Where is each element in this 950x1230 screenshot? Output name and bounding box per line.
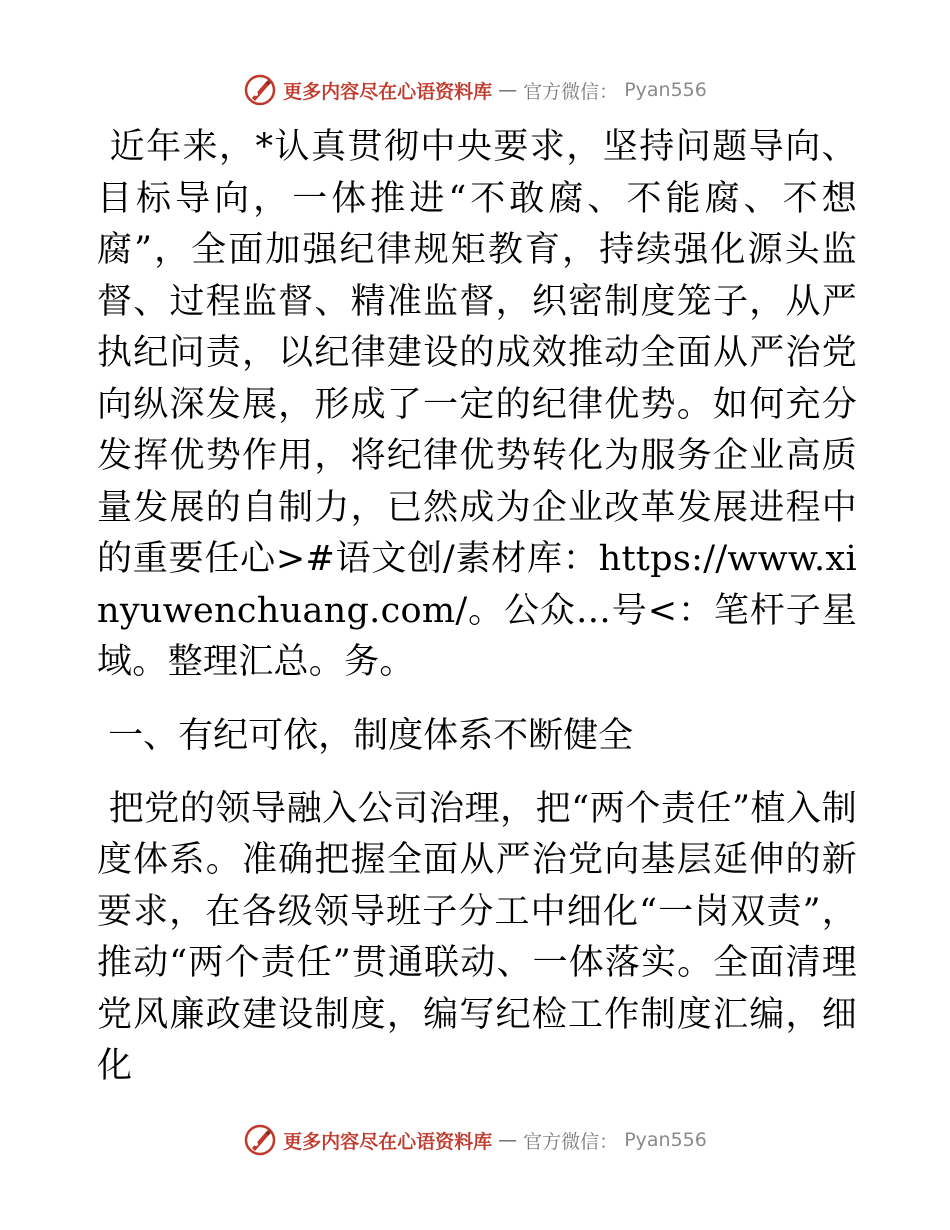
watermark-wechat-id: Pyan556 [624, 79, 707, 101]
watermark-main-text: 更多内容尽在心语资料库 [283, 80, 493, 103]
watermark-separator: — [498, 79, 518, 101]
watermark-wechat-id: Pyan556 [624, 1129, 707, 1151]
header-watermark-banner [0, 70, 950, 110]
watermark-wechat-label: 官方微信： [523, 80, 619, 103]
section-paragraph: 把党的领导融入公司治理，把“两个责任”植入制度体系。准确把握全面从严治党向基层延伸的新要求，在各级领导班子分工中细化“一岗双责”，推动“两个责任”贯通联动、一体落实。全面清理党风廉政建设制度，编写纪检工作制度汇编，细化 [97, 788, 857, 1086]
document-body [97, 122, 857, 1093]
watermark-main-text: 更多内容尽在心语资料库 [283, 1130, 493, 1153]
section-heading: 一、有纪可依，制度体系不断健全 [97, 715, 634, 756]
footer-watermark-banner [0, 1120, 950, 1160]
pen-logo-icon [243, 73, 277, 107]
watermark-wechat-label: 官方微信： [523, 1130, 619, 1153]
watermark-separator: — [498, 1129, 518, 1151]
intro-paragraph: 近年来，*认真贯彻中央要求，坚持问题导向、目标导向，一体推进“不敢腐、不能腐、不想腐”，全面加强纪律规矩教育，持续强化源头监督、过程监督、精准监督，织密制度笼子，从严执纪问责，以纪律建设的成效推动全面从严治党向纵深发展，形成了一定的纪律优势。如何充分发挥优势作用，将纪律优势转化为服务企业高质量发展的自制力，已然成为企业改革发展进程中的重要任心>#语文创/素材库：https://www.xinyuwenchuang.com/。公众…号<：笔杆子星域。整理汇总。务。 [97, 127, 857, 682]
pen-logo-icon [243, 1123, 277, 1157]
